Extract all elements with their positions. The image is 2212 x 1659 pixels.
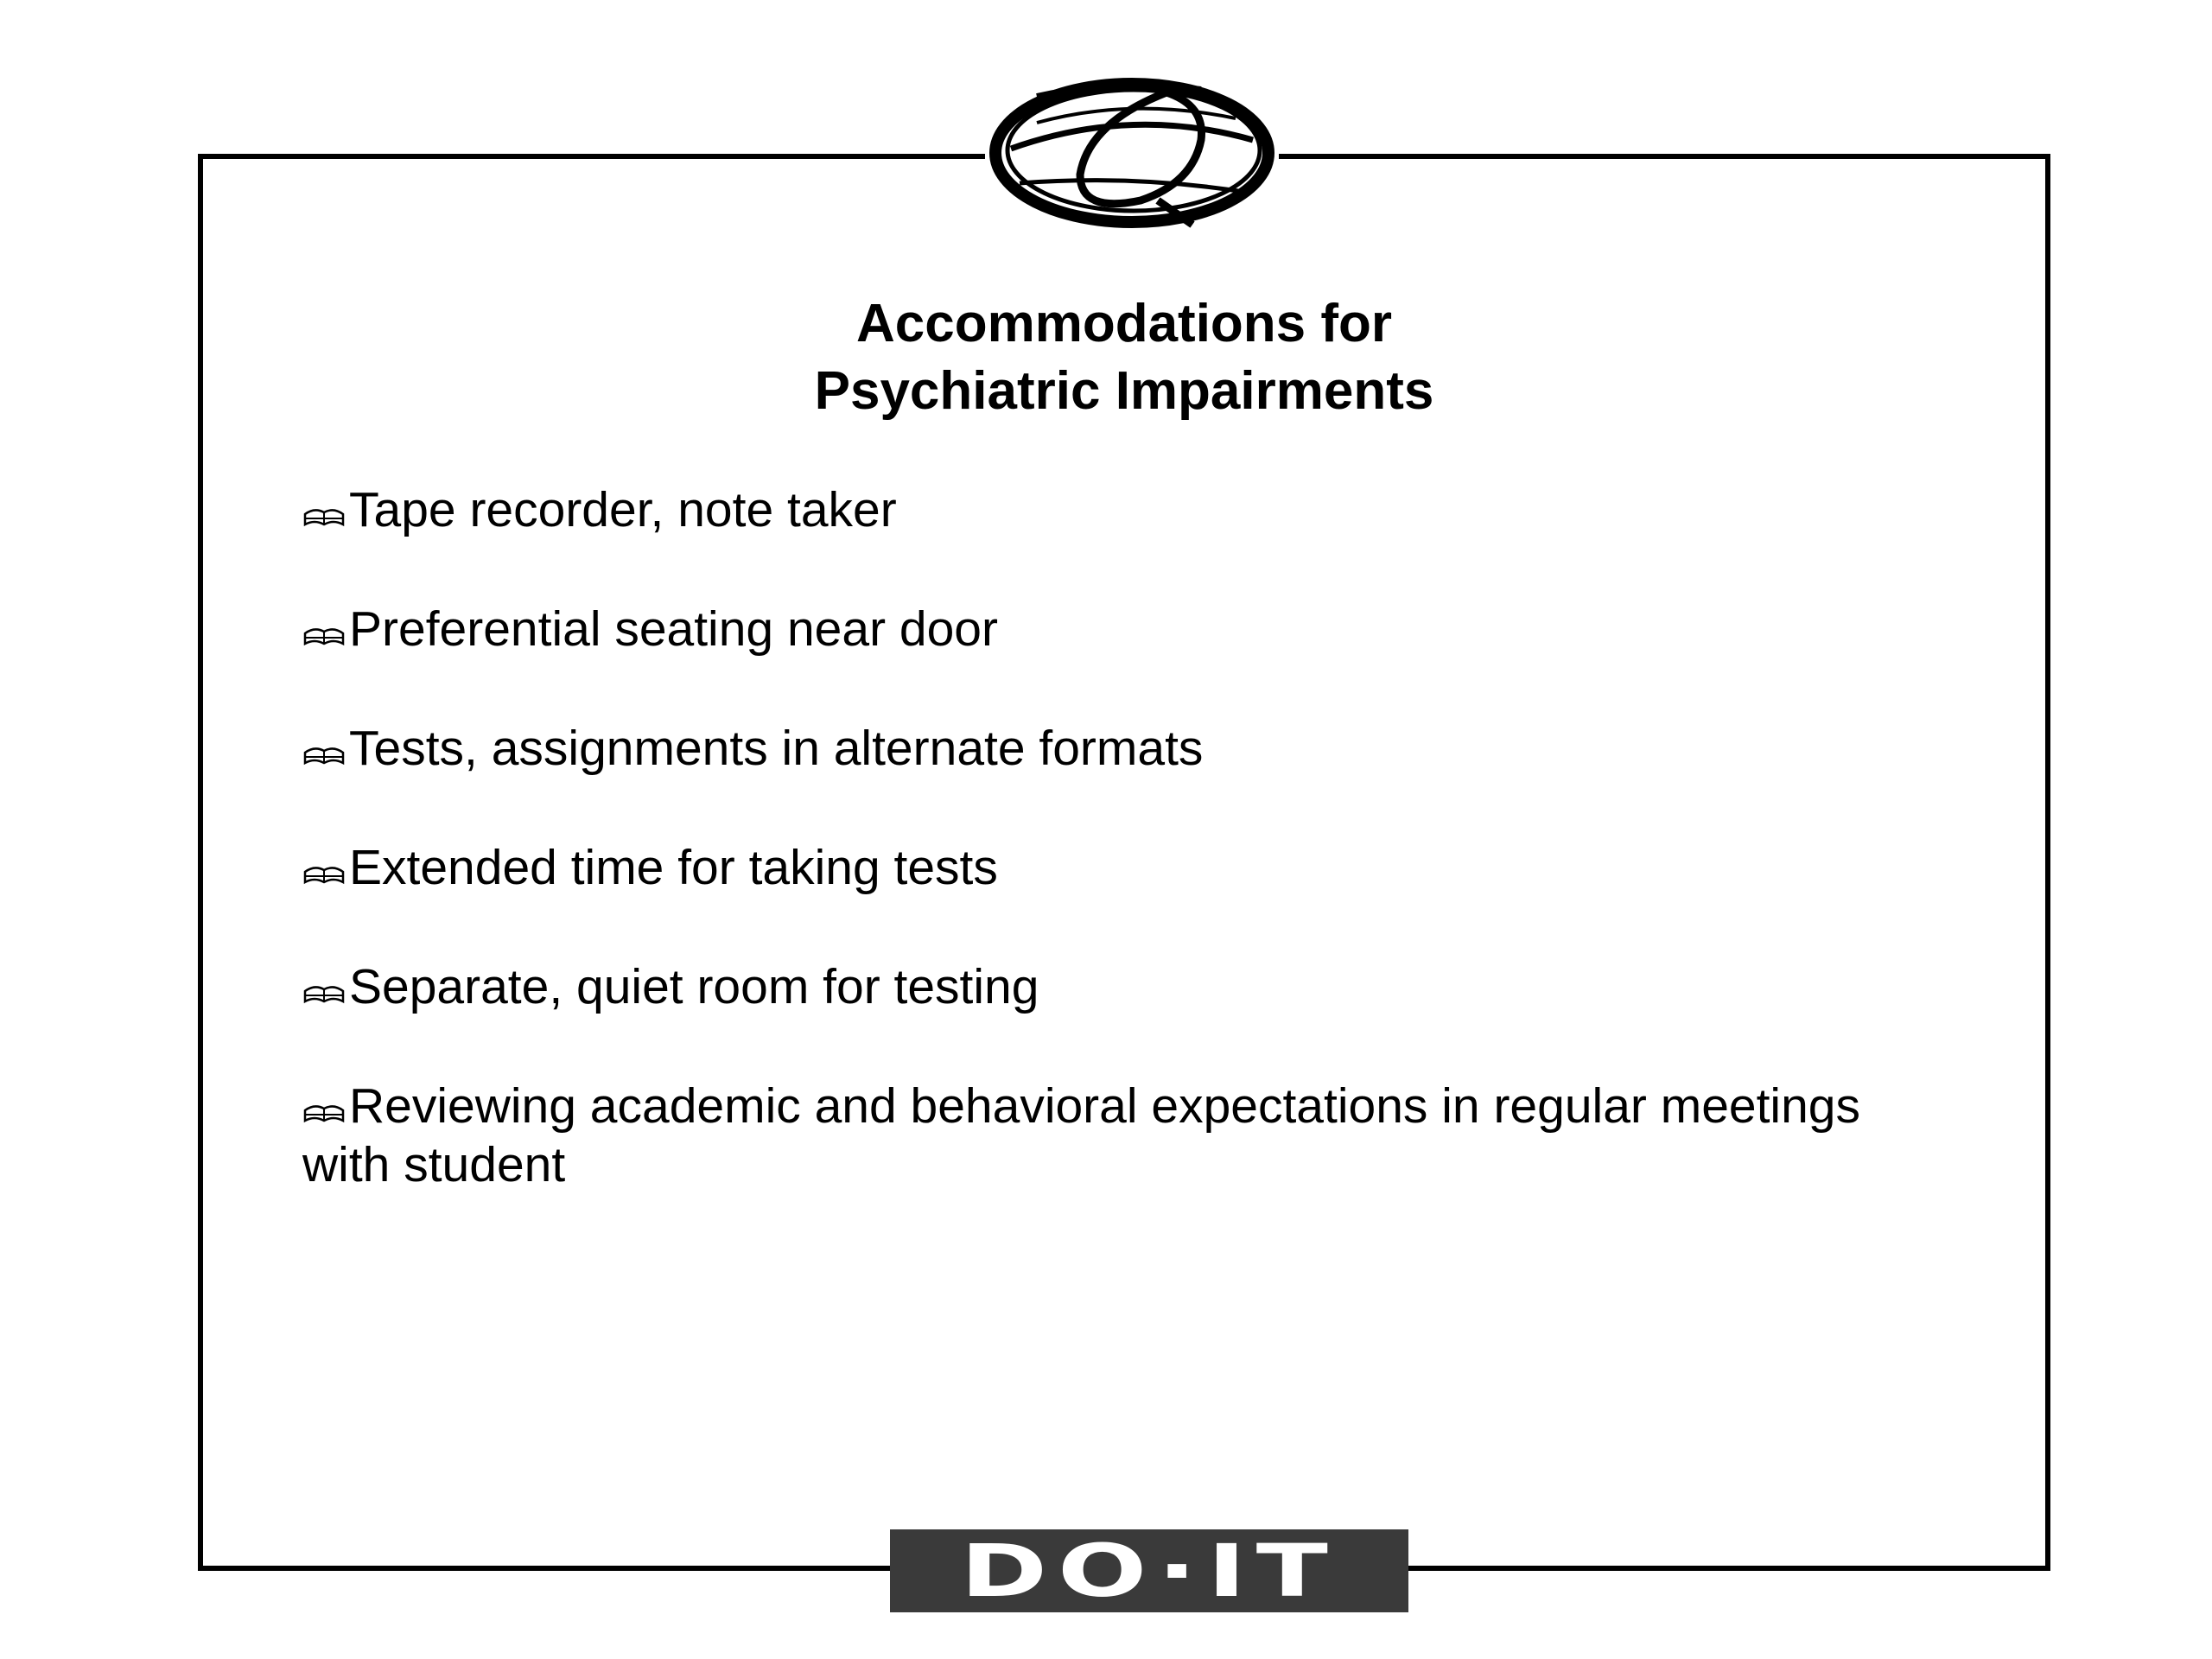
book-icon bbox=[302, 1095, 346, 1126]
item-text: Reviewing academic and behavioral expectations in regular meetings with student bbox=[302, 1078, 1860, 1192]
list-item bbox=[302, 957, 1944, 1016]
title-line-1: Accommodations for bbox=[855, 294, 1393, 353]
book-icon bbox=[302, 737, 346, 768]
item-text: Tape recorder, note taker bbox=[349, 482, 897, 537]
doit-logo-text: DO·IT bbox=[960, 1529, 1338, 1613]
list-item bbox=[302, 1077, 1944, 1194]
accommodations-list bbox=[302, 480, 1944, 1255]
globe-logo bbox=[985, 71, 1279, 235]
item-text: Separate, quiet room for testing bbox=[349, 959, 1039, 1014]
slide-title bbox=[198, 290, 2050, 425]
title-line-2: Psychiatric Impairments bbox=[814, 361, 1434, 421]
list-item bbox=[302, 719, 1944, 778]
doit-logo bbox=[890, 1529, 1408, 1612]
list-item bbox=[302, 480, 1944, 539]
book-icon bbox=[302, 976, 346, 1007]
item-text: Preferential seating near door bbox=[349, 601, 998, 657]
book-icon bbox=[302, 499, 346, 530]
book-icon bbox=[302, 856, 346, 887]
list-item bbox=[302, 838, 1944, 897]
book-icon bbox=[302, 618, 346, 649]
item-text: Extended time for taking tests bbox=[349, 840, 998, 895]
item-text: Tests, assignments in alternate formats bbox=[349, 721, 1204, 776]
list-item bbox=[302, 600, 1944, 658]
